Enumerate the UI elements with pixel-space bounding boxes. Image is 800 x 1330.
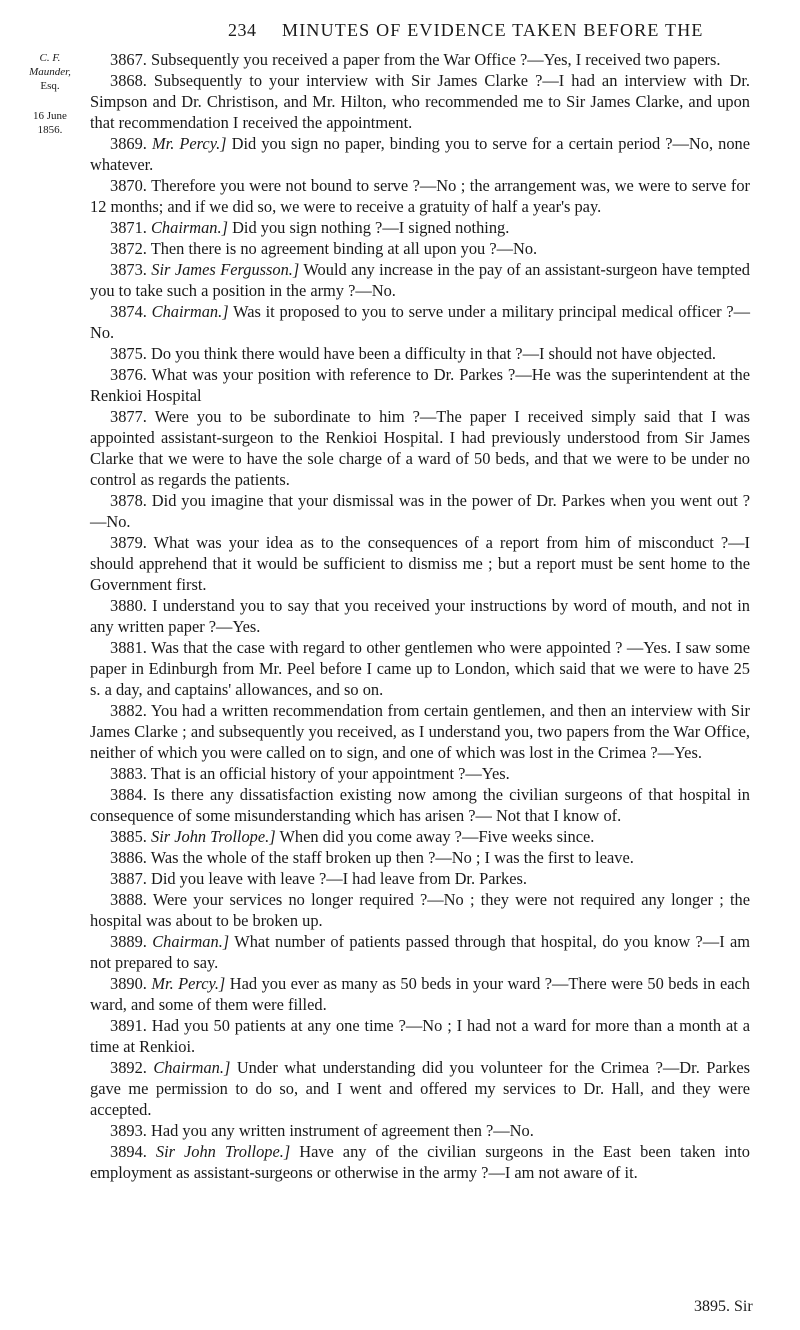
question-number: 3873. [110,260,147,279]
sitting-date: 16 June 1856. [33,110,67,136]
question-number: 3868. [110,71,147,90]
question-text: Were you to be subordinate to him ?—The paper I received simply said that I was appointed assistant-surgeon to the Renkioi Hospital. I had previously understood from Sir James Clarke that we were to have the sole charge of a ward of 50 beds, and that we were to be under no control as regards the patients. [90,407,750,489]
question-number: 3890. [110,974,147,993]
question-number: 3893. [110,1121,147,1140]
catchword: 3895. Sir [694,1298,753,1315]
speaker: Chairman.] [153,1058,231,1077]
question-number: 3883. [110,764,147,783]
speaker: Sir John Trollope.] [151,827,276,846]
question-paragraph [90,889,750,931]
question-text: Had you 50 patients at any one time ?—No ; I had not a ward for more than a month at a time at Renkioi. [90,1016,750,1056]
question-number: 3872. [110,239,147,258]
question-number: 3878. [110,491,147,510]
question-text: What number of patients passed through that hospital, do you know ?—I am not prepared to say. [90,932,750,972]
speaker: Chairman.] [151,302,229,321]
question-paragraph [90,595,750,637]
question-text: Was it proposed to you to serve under a military principal medical officer ?—No. [90,302,750,342]
speaker: Sir James Fergusson.] [151,260,300,279]
question-paragraph [90,49,750,70]
question-number: 3877. [110,407,147,426]
question-text: I understand you to say that you received your instructions by word of mouth, and not in any written paper ?—Yes. [90,596,750,636]
question-paragraph [90,1057,750,1120]
question-number: 3875. [110,344,147,363]
evidence-body [90,49,750,1183]
question-paragraph [90,301,750,343]
question-text: Did you leave with leave ?—I had leave from Dr. Parkes. [151,869,527,888]
question-number: 3888. [110,890,147,909]
question-number: 3894. [110,1142,147,1161]
question-paragraph [90,1015,750,1057]
speaker: Mr. Percy.] [151,134,227,153]
question-paragraph [90,406,750,490]
question-text: Subsequently to your interview with Sir James Clarke ?—I had an interview with Dr. Simpson and Dr. Christison, and Mr. Hilton, who recommended me to Sir James Clarke, and upon that recommendation I received the appointment. [90,71,750,132]
question-text: Would any increase in the pay of an assistant-surgeon have tempted you to take such a position in the army ?—No. [90,260,750,300]
question-text: Did you sign no paper, binding you to serve for a certain period ?—No, none whatever. [90,134,750,174]
question-text: Do you think there would have been a difficulty in that ?—I should not have objected. [151,344,717,363]
question-number: 3882. [110,701,147,720]
question-paragraph [90,175,750,217]
question-text: Subsequently you received a paper from the War Office ?—Yes, I received two papers. [151,50,721,69]
question-number: 3886. [110,848,147,867]
question-number: 3880. [110,596,147,615]
question-paragraph [90,700,750,763]
question-text: Was that the case with regard to other gentlemen who were appointed ? —Yes. I saw some paper in Edinburgh from Mr. Peel before I came up to London, which said that we were to have 25 s. a day, and captains' allowances, and so on. [90,638,750,699]
question-paragraph [90,784,750,826]
witness-name: C. F. Maunder, [29,52,71,78]
question-paragraph [90,637,750,700]
question-text: Under what understanding did you volunteer for the Crimea ?—Dr. Parkes gave me permission to do so, and I went and offered my services to Dr. Hall, and they were accepted. [90,1058,750,1119]
question-paragraph [90,973,750,1015]
question-number: 3871. [110,218,147,237]
question-number: 3870. [110,176,147,195]
question-text: What was your position with reference to Dr. Parkes ?—He was the superintendent at the Renkioi Hospital [90,365,750,405]
question-number: 3874. [110,302,147,321]
question-text: Did you imagine that your dismissal was in the power of Dr. Parkes when you went out ?—No. [90,491,750,531]
question-text: Were your services no longer required ?—No ; they were not required any longer ; the hospital was about to be broken up. [90,890,750,930]
question-text: When did you come away ?—Five weeks since. [279,827,595,846]
question-paragraph [90,847,750,868]
question-number: 3885. [110,827,147,846]
question-paragraph [90,1120,750,1141]
question-number: 3876. [110,365,147,384]
question-text: Was the whole of the staff broken up then ?—No ; I was the first to leave. [150,848,634,867]
question-text: Have any of the civilian surgeons in the East been taken into employment as assistant-surgeons or otherwise in the army ?—I am not aware of it. [90,1142,750,1182]
speaker: Sir John Trollope.] [155,1142,291,1161]
question-paragraph [90,217,750,238]
speaker: Mr. Percy.] [151,974,226,993]
question-text: Had you any written instrument of agreement then ?—No. [151,1121,534,1140]
question-number: 3869. [110,134,147,153]
question-number: 3889. [110,932,147,951]
question-paragraph [90,238,750,259]
question-number: 3891. [110,1016,147,1035]
question-text: Therefore you were not bound to serve ?—No ; the arrangement was, we were to serve for 12 months; and if we did so, we were to receive a gratuity of half a year's pay. [90,176,750,216]
question-paragraph [90,343,750,364]
question-paragraph [90,532,750,595]
question-paragraph [90,70,750,133]
page-number: 234 [228,20,257,40]
question-number: 3881. [110,638,147,657]
page-title: MINUTES OF EVIDENCE TAKEN BEFORE THE [282,20,704,40]
question-paragraph [90,490,750,532]
question-paragraph [90,259,750,301]
question-number: 3867. [110,50,147,69]
question-paragraph [90,763,750,784]
speaker: Chairman.] [152,932,230,951]
question-paragraph [90,364,750,406]
speaker: Chairman.] [151,218,228,237]
question-text: Is there any dissatisfaction existing now among the civilian surgeons of that hospital in consequence of some misunderstanding which has arisen ?— Not that I know of. [90,785,750,825]
question-paragraph [90,931,750,973]
question-number: 3887. [110,869,147,888]
question-text: That is an official history of your appointment ?—Yes. [150,764,510,783]
question-number: 3892. [110,1058,147,1077]
question-text: You had a written recommendation from certain gentlemen, and then an interview with Sir James Clarke ; and subsequently you received, as I understand you, two papers from the War Office, neither of which you were called on to sign, and one of which was lost in the Crimea ?—Yes. [90,701,750,762]
question-paragraph [90,826,750,847]
question-paragraph [90,868,750,889]
witness-suffix: Esq. [40,80,60,92]
margin-note [20,51,80,137]
question-number: 3879. [110,533,147,552]
question-text: Did you sign nothing ?—I signed nothing. [232,218,510,237]
question-text: What was your idea as to the consequences of a report from him of misconduct ?—I should apprehend that it would be sufficient to dismiss me ; but a report must be sent home to the Government first. [90,533,750,594]
question-paragraph [90,1141,750,1183]
question-number: 3884. [110,785,147,804]
question-text: Had you ever as many as 50 beds in your ward ?—There were 50 beds in each ward, and some of them were filled. [90,974,750,1014]
question-paragraph [90,133,750,175]
question-text: Then there is no agreement binding at all upon you ?—No. [150,239,538,258]
